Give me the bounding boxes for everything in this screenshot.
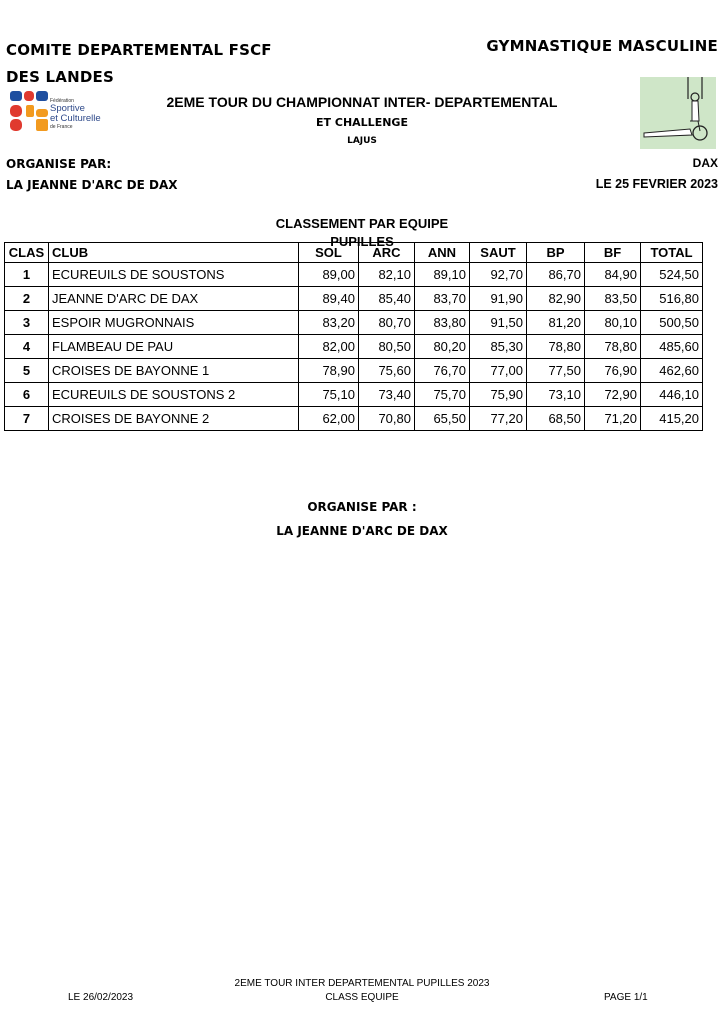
discipline-title: GYMNASTIQUE MASCULINE (486, 37, 718, 55)
rank-cell: 2 (5, 287, 49, 311)
ann-cell: 75,70 (415, 383, 470, 407)
bp-cell: 77,50 (527, 359, 585, 383)
footer-page-number: PAGE 1/1 (604, 992, 648, 1003)
ann-cell: 89,10 (415, 263, 470, 287)
total-cell: 516,80 (641, 287, 703, 311)
arc-cell: 85,40 (359, 287, 415, 311)
footer-print-date: LE 26/02/2023 (68, 992, 134, 1003)
bf-cell: 84,90 (585, 263, 641, 287)
table-row (5, 407, 703, 431)
sol-cell: 75,10 (299, 383, 359, 407)
sol-cell: 83,20 (299, 311, 359, 335)
rank-cell: 3 (5, 311, 49, 335)
arc-cell: 80,70 (359, 311, 415, 335)
total-cell: 462,60 (641, 359, 703, 383)
club-cell: ESPOIR MUGRONNAIS (49, 311, 299, 335)
committee-line-2: DES LANDES (6, 68, 114, 86)
col-header-rank: CLAS (5, 243, 49, 263)
table-row (5, 335, 703, 359)
table-row (5, 263, 703, 287)
bp-cell: 82,90 (527, 287, 585, 311)
arc-cell: 75,60 (359, 359, 415, 383)
saut-cell: 85,30 (470, 335, 527, 359)
bf-cell: 76,90 (585, 359, 641, 383)
ann-cell: 83,70 (415, 287, 470, 311)
club-cell: CROISES DE BAYONNE 1 (49, 359, 299, 383)
col-header-bp: BP (527, 243, 585, 263)
logo-small-text: Fédération (50, 98, 74, 104)
gymnast-rings-illustration (640, 77, 716, 149)
saut-cell: 91,50 (470, 311, 527, 335)
sol-cell: 89,00 (299, 263, 359, 287)
bp-cell: 68,50 (527, 407, 585, 431)
sol-cell: 82,00 (299, 335, 359, 359)
bf-cell: 72,90 (585, 383, 641, 407)
bp-cell: 81,20 (527, 311, 585, 335)
arc-cell: 82,10 (359, 263, 415, 287)
classification-category: PUPILLES (330, 234, 394, 249)
bf-cell: 71,20 (585, 407, 641, 431)
bf-cell: 80,10 (585, 311, 641, 335)
logo-line-1: Sportive (50, 103, 85, 114)
table-row (5, 287, 703, 311)
arc-cell: 80,50 (359, 335, 415, 359)
organizer-label: ORGANISE PAR: (6, 157, 112, 171)
organizer-bottom-label: ORGANISE PAR : (307, 500, 417, 514)
ann-cell: 65,50 (415, 407, 470, 431)
logo-small-text-2: de France (50, 124, 73, 130)
saut-cell: 92,70 (470, 263, 527, 287)
total-cell: 524,50 (641, 263, 703, 287)
ann-cell: 76,70 (415, 359, 470, 383)
bf-cell: 78,80 (585, 335, 641, 359)
committee-header (6, 37, 272, 91)
saut-cell: 77,20 (470, 407, 527, 431)
ann-cell: 83,80 (415, 311, 470, 335)
club-cell: FLAMBEAU DE PAU (49, 335, 299, 359)
arc-cell: 70,80 (359, 407, 415, 431)
rank-cell: 4 (5, 335, 49, 359)
rank-cell: 5 (5, 359, 49, 383)
total-cell: 446,10 (641, 383, 703, 407)
organizer-bottom-name: LA JEANNE D'ARC DE DAX (276, 524, 448, 538)
total-cell: 485,60 (641, 335, 703, 359)
saut-cell: 77,00 (470, 359, 527, 383)
bf-cell: 83,50 (585, 287, 641, 311)
results-table (4, 242, 703, 431)
subtitle-challenge: ET CHALLENGE (316, 116, 408, 129)
event-date: LE 25 FEVRIER 2023 (595, 177, 718, 191)
col-header-sol: SOL (299, 243, 359, 263)
club-cell: ECUREUILS DE SOUSTONS (49, 263, 299, 287)
table-row (5, 311, 703, 335)
club-cell: CROISES DE BAYONNE 2 (49, 407, 299, 431)
bp-cell: 86,70 (527, 263, 585, 287)
arc-cell: 73,40 (359, 383, 415, 407)
organizer-name: LA JEANNE D'ARC DE DAX (6, 178, 178, 192)
sol-cell: 62,00 (299, 407, 359, 431)
event-city: DAX (692, 156, 718, 170)
committee-line-1: COMITE DEPARTEMENTAL FSCF (6, 41, 272, 59)
rank-cell: 7 (5, 407, 49, 431)
bp-cell: 78,80 (527, 335, 585, 359)
bp-cell: 73,10 (527, 383, 585, 407)
table-row (5, 383, 703, 407)
rank-cell: 6 (5, 383, 49, 407)
footer-event-line: 2EME TOUR INTER DEPARTEMENTAL PUPILLES 2023 (234, 978, 490, 989)
table-header-row (5, 243, 703, 263)
club-cell: JEANNE D'ARC DE DAX (49, 287, 299, 311)
total-cell: 500,50 (641, 311, 703, 335)
championship-title: 2EME TOUR DU CHAMPIONNAT INTER- DEPARTEMENTAL (166, 94, 558, 110)
saut-cell: 91,90 (470, 287, 527, 311)
col-header-total: TOTAL (641, 243, 703, 263)
col-header-ann: ANN (415, 243, 470, 263)
subtitle-lajus: LAJUS (347, 136, 377, 146)
classification-title: CLASSEMENT PAR EQUIPE (275, 216, 449, 231)
col-header-bf: BF (585, 243, 641, 263)
col-header-club: CLUB (49, 243, 299, 263)
col-header-arc: ARC (359, 243, 415, 263)
sol-cell: 89,40 (299, 287, 359, 311)
saut-cell: 75,90 (470, 383, 527, 407)
col-header-saut: SAUT (470, 243, 527, 263)
total-cell: 415,20 (641, 407, 703, 431)
footer-class-line: CLASS EQUIPE (325, 992, 399, 1003)
table-row (5, 359, 703, 383)
club-cell: ECUREUILS DE SOUSTONS 2 (49, 383, 299, 407)
rank-cell: 1 (5, 263, 49, 287)
logo-line-2: et Culturelle (50, 113, 101, 124)
ann-cell: 80,20 (415, 335, 470, 359)
sol-cell: 78,90 (299, 359, 359, 383)
